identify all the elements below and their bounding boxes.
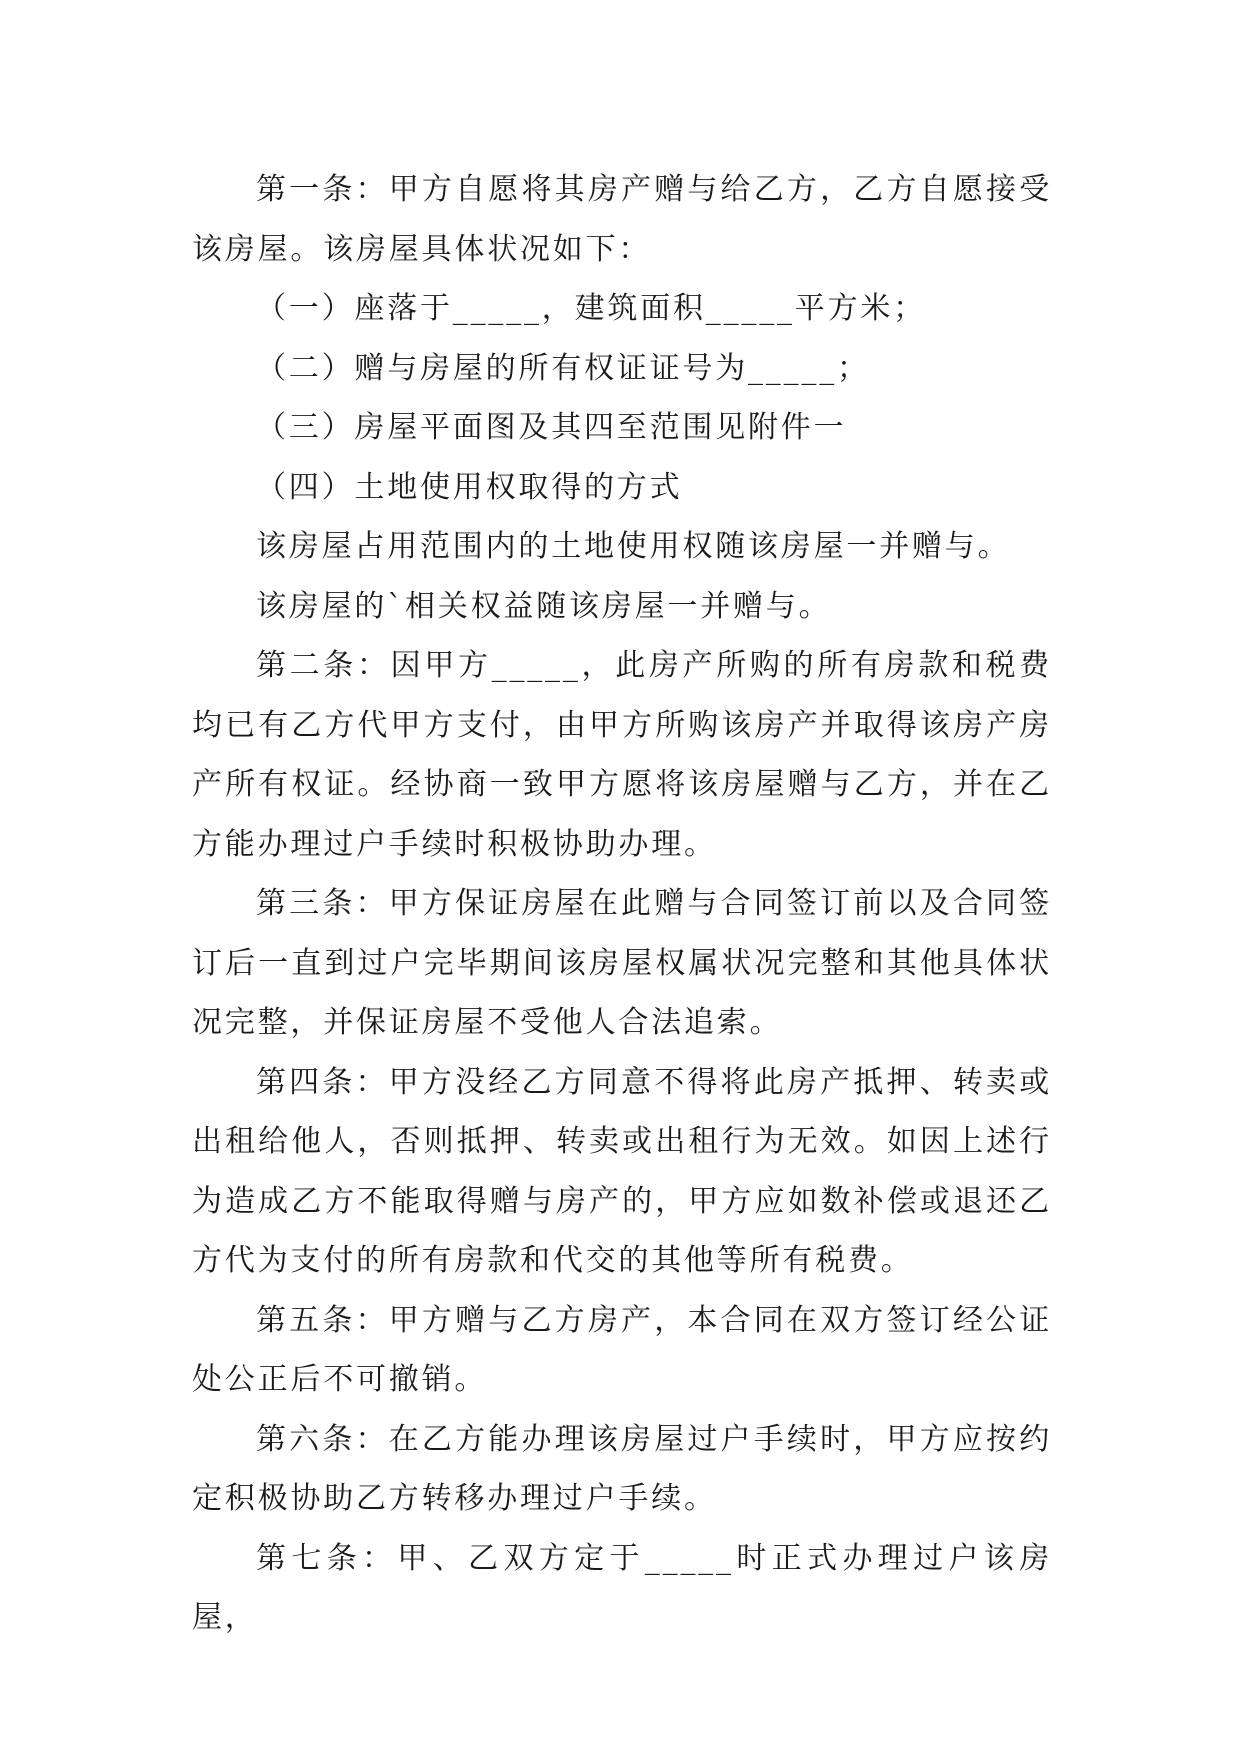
- clause-4-paragraph: 第四条：甲方没经乙方同意不得将此房产抵押、转卖或出租给他人，否则抵押、转卖或出租行为无效。如因上述行为造成乙方不能取得赠与房产的，甲方应如数补偿或退还乙方代为支付的所有房款和代交的其他等所有税费。: [192, 1064, 1052, 1278]
- clause-2-paragraph: 第二条：因甲方_____，此房产所购的所有房款和税费均已有乙方代甲方支付，由甲方所购该房产并取得该房产房产所有权证。经协商一致甲方愿将该房屋赠与乙方，并在乙方能办理过户手续时积极协助办理。: [192, 648, 1052, 862]
- clause-3-paragraph: 第三条：甲方保证房屋在此赠与合同签订前以及合同签订后一直到过户完毕期间该房屋权属状况完整和其他具体状况完整，并保证房屋不受他人合法追索。: [192, 886, 1052, 1040]
- clause-7-paragraph: 第七条：甲、乙双方定于_____时正式办理过户该房屋，: [192, 1540, 1052, 1635]
- clause-1-item-3: （三）房屋平面图及其四至范围见附件一: [256, 410, 847, 445]
- land-use-paragraph: 该房屋占用范围内的土地使用权随该房屋一并赠与。: [256, 529, 1011, 564]
- clause-6-paragraph: 第六条：在乙方能办理该房屋过户手续时，甲方应按约定积极协助乙方转移办理过户手续。: [192, 1421, 1052, 1516]
- document-page: [192, 160, 1052, 1648]
- clause-5-paragraph: 第五条：甲方赠与乙方房产，本合同在双方签订经公证处公正后不可撤销。: [192, 1302, 1052, 1397]
- clause-1-item-4: （四）土地使用权取得的方式: [256, 469, 683, 505]
- related-rights-paragraph: 该房屋的`相关权益随该房屋一并赠与。: [256, 588, 832, 624]
- clause-1-paragraph: 第一条：甲方自愿将其房产赠与给乙方，乙方自愿接受该房屋。该房屋具体状况如下：: [192, 172, 1052, 267]
- clause-1-item-1: （一）座落于_____，建筑面积_____平方米；: [256, 291, 926, 326]
- clause-1-item-2: （二）赠与房屋的所有权证证号为_____；: [256, 350, 870, 386]
